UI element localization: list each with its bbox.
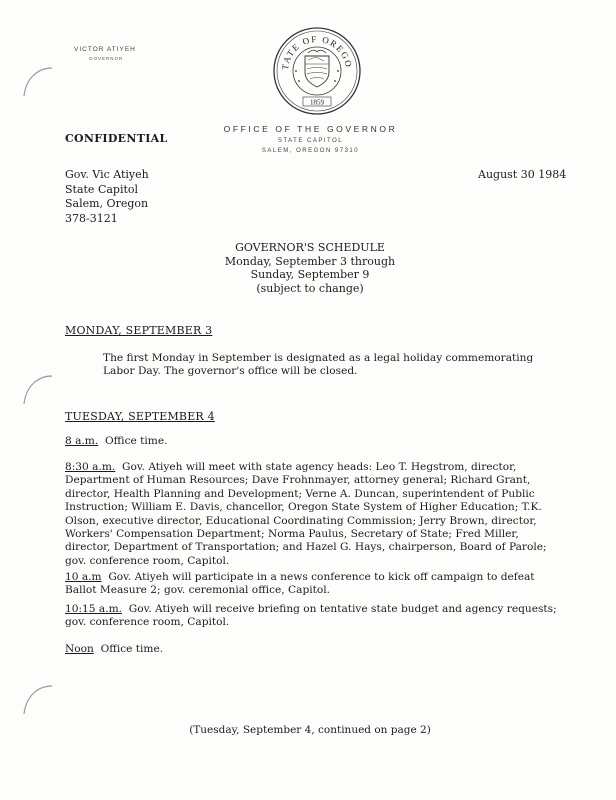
continuation-note: (Tuesday, September 4, continued on page 2): [189, 724, 431, 736]
schedule-entry: [65, 603, 560, 630]
classification-label: CONFIDENTIAL: [65, 132, 168, 145]
entry-text: Gov. Atiyeh will receive briefing on tentative state budget and agency requests; gov. conference room, Capitol.: [65, 603, 557, 629]
schedule-heading: [150, 241, 470, 295]
binder-hole-mark: [18, 680, 58, 720]
governor-title: GOVERNOR: [89, 56, 124, 61]
sender-phone: 378-3121: [65, 211, 118, 225]
monday-text: The first Monday in September is designated as a legal holiday commemorating Labor Day. The governor's office will be closed.: [103, 352, 534, 378]
binder-hole-mark: [18, 370, 58, 410]
office-building: STATE CAPITOL: [277, 138, 344, 144]
sender-address-line-2: Salem, Oregon: [65, 197, 149, 210]
entry-text: Office time.: [104, 435, 168, 447]
entry-time: 8 a.m.: [65, 435, 99, 447]
entry-time: 8:30 a.m.: [65, 461, 116, 473]
day-heading-monday: MONDAY, SEPTEMBER 3: [65, 324, 213, 337]
entry-text: Gov. Atiyeh will meet with state agency heads: Leo T. Hegstrom, director, Department of Human Resources; Dave Frohnmayer, attorney general; Richard Grant, director, Health Planning and Development; Verne A. Duncan, superintendent of Public Instruction; William E. Davis, chancellor, Oregon State System of Higher Education; T.K. Olson, executive director, Educational Coordinating Commission; Jerry Brown, director, Workers' Compensation Department; Norma Paulus, Secretary of State; Fred Miller, director, Department of Transportation; and Hazel G. Hays, chairperson, Board of Parole; gov. conference room, Capitol.: [65, 461, 547, 567]
binder-hole-mark: [18, 62, 58, 102]
schedule-range-end: Sunday, September 9: [250, 268, 370, 281]
entry-text: Gov. Atiyeh will participate in a news conference to kick off campaign to defeat Ballot Measure 2; gov. ceremonial office, Capitol.: [65, 571, 535, 597]
schedule-entry: [65, 461, 560, 568]
governor-name: VICTOR ATIYEH: [74, 46, 136, 53]
entry-time: Noon: [65, 643, 94, 655]
day-heading-tuesday: TUESDAY, SEPTEMBER 4: [65, 410, 215, 423]
document-date: August 30 1984: [478, 168, 567, 181]
schedule-entry: [65, 435, 560, 448]
entry-time: 10:15 a.m.: [65, 603, 122, 615]
schedule-note: (subject to change): [256, 281, 364, 295]
seal-year: 1859: [310, 98, 324, 107]
sender-block: [65, 168, 149, 226]
schedule-entry: [65, 571, 560, 598]
sender-name: Gov. Vic Atiyeh: [65, 168, 149, 181]
entry-time: 10 a.m: [65, 571, 102, 583]
schedule-range-start: Monday, September 3 through: [224, 254, 396, 268]
oregon-state-seal: [272, 26, 362, 116]
entry-text: Office time.: [100, 643, 164, 655]
office-city: SALEM, OREGON 97310: [261, 148, 360, 154]
office-title: OFFICE OF THE GOVERNOR: [223, 124, 398, 134]
seal-text: TATE OF OREGO: [279, 33, 354, 71]
sender-address-line-1: State Capitol: [65, 182, 139, 196]
schedule-title: GOVERNOR'S SCHEDULE: [235, 241, 385, 254]
schedule-entry: [65, 643, 560, 656]
